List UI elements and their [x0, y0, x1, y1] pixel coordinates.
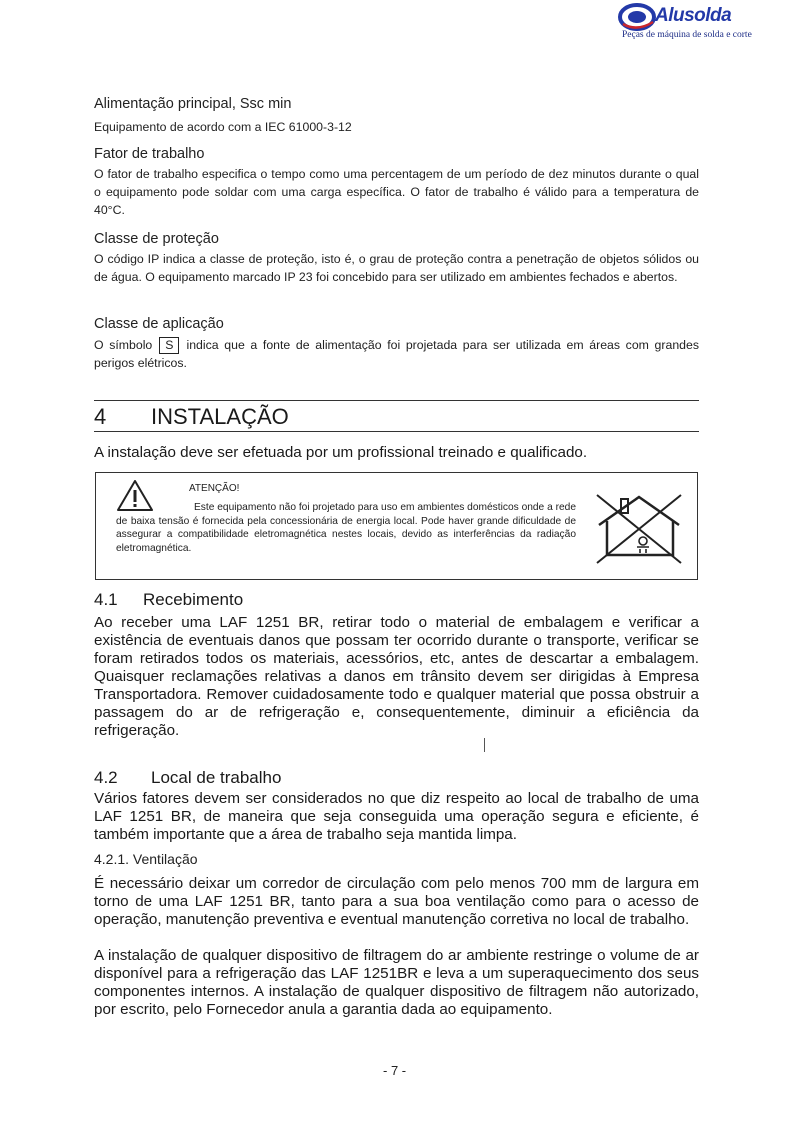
s42-number: 4.2 — [94, 768, 118, 787]
page-number: - 7 - — [383, 1063, 407, 1078]
alusolda-logo-icon — [617, 2, 657, 32]
section-intro: A instalação deve ser efetuada por um profissional treinado e qualificado. — [94, 444, 588, 461]
s42-text: Vários fatores devem ser considerados no que diz respeito ao local de trabalho de uma LAF 1251 BR, de maneira que seja conseguida uma operação segura e eficiente, é também importante que a área de trabalho seja mantida limpa. — [94, 790, 699, 843]
section-title: INSTALAÇÃO — [151, 404, 289, 429]
s41-number: 4.1 — [94, 590, 118, 609]
section-rule-bottom — [94, 431, 699, 432]
s421-text-1: É necessário deixar um corredor de circulação com pelo menos 700 mm de largura em torno de uma LAF 1251 BR, tanto para a sua boa ventilação como para o acesso de operação, manutenção preventiva e eventual manutenção corretiva no local de trabalho. — [94, 875, 699, 928]
warning-box — [95, 472, 698, 580]
aplic-text-pre: O símbolo — [94, 338, 153, 352]
warning-heading: ATENÇÃO! — [189, 483, 240, 494]
s41-title: Recebimento — [143, 590, 244, 609]
section-number: 4 — [94, 404, 107, 429]
no-domestic-use-icon — [593, 491, 685, 566]
s42-title: Local de trabalho — [151, 768, 282, 787]
alim-title: Alimentação principal, Ssc min — [94, 96, 292, 112]
warning-text: Este equipamento não foi projetado para uso em ambientes domésticos onde a rede de baixa tensão é fornecida pela concessionária de energia local. Pode haver grande dificuldade de assegurar a compatibilidade eletromagnética nestes locais, devido as interferências da radiação eletromagnética. — [116, 502, 576, 554]
classe-text: O código IP indica a classe de proteção, isto é, o grau de proteção contra a penetração de objetos sólidos ou de água. O equipamento marcado IP 23 foi concebido para ser utilizado em ambientes fechados e abertos. — [94, 252, 699, 284]
s421-title: 4.2.1. Ventilação — [94, 851, 198, 867]
aplic-paragraph — [94, 336, 699, 372]
aplic-text-post: indica que a fonte de alimentação foi projetada para ser utilizada em áreas com grandes perigos elétricos. — [94, 338, 699, 370]
brand-name: Alusolda — [655, 5, 732, 26]
section-rule-top — [94, 400, 699, 401]
s41-text: Ao receber uma LAF 1251 BR, retirar todo o material de embalagem e verificar a existência de eventuais danos que possam ter ocorrido durante o transporte, verificar se foram retirados todos os materiais, acessórios, etc, antes de descartar a embalagem. Quaisquer reclamações relativas a danos em trânsito devem ser dirigidas à Empresa Transportadora. Remover cuidadosamente todo e qualquer material que possa obstruir a passagem do ar de refrigeração e, consequentemente, diminuir a eficiência da refrigeração. — [94, 614, 699, 739]
classe-title: Classe de proteção — [94, 231, 219, 247]
fator-title: Fator de trabalho — [94, 146, 205, 162]
s421-text-2: A instalação de qualquer dispositivo de filtragem do ar ambiente restringe o volume de ar disponível para a refrigeração das LAF 1251BR e leva a um superaquecimento dos seus componentes internos. A instalação de qualquer dispositivo de filtragem não autorizado, por escrito, pelo Fornecedor anula a garantia dada ao equipamento. — [94, 947, 699, 1018]
aplic-title: Classe de aplicação — [94, 316, 224, 332]
brand-tagline: Peças de máquina de solda e corte — [622, 30, 752, 40]
alim-text: Equipamento de acordo com a IEC 61000-3-12 — [94, 120, 352, 134]
header-logo — [617, 2, 752, 46]
stray-mark — [484, 738, 485, 752]
fator-text: O fator de trabalho especifica o tempo como uma percentagem de um período de dez minutos durante o qual o equipamento pode soldar com uma carga específica. O fator de trabalho é válido para a temperatura de 40°C. — [94, 167, 699, 217]
symbol-s-box: S — [159, 337, 179, 354]
